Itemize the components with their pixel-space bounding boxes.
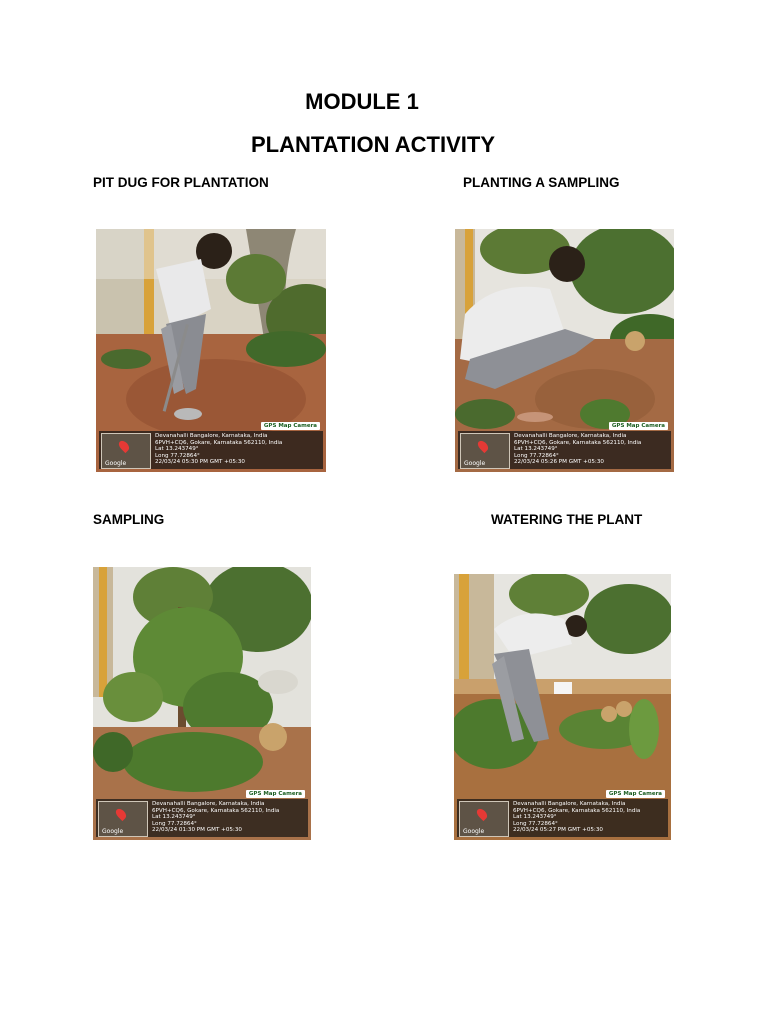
gps-map-camera-badge: GPS Map Camera bbox=[261, 422, 320, 430]
gps-stamp bbox=[458, 423, 671, 469]
photo-watering bbox=[454, 574, 671, 840]
location-thumbnail bbox=[460, 433, 510, 469]
stamp-location: Devanahalli Bangalore, Karnataka, India bbox=[155, 433, 268, 439]
stamp-location: Devanahalli Bangalore, Karnataka, India bbox=[152, 801, 265, 807]
google-label: Google bbox=[105, 460, 127, 467]
stamp-address: 6PVH+CQ6, Gokare, Karnataka 562110, India bbox=[155, 439, 283, 446]
google-label: Google bbox=[102, 828, 124, 835]
photo-planting bbox=[455, 229, 674, 472]
stamp-longitude: Long 77.72864° bbox=[155, 452, 200, 459]
stamp-address: 6PVH+CQ6, Gokare, Karnataka 562110, India bbox=[513, 807, 641, 814]
map-pin-icon bbox=[117, 439, 131, 453]
stamp-datetime: 22/03/24 05:30 PM GMT +05:30 bbox=[155, 459, 245, 466]
photo-pit-dug bbox=[96, 229, 326, 472]
stamp-address: 6PVH+CQ6, Gokare, Karnataka 562110, India bbox=[514, 439, 642, 446]
gps-map-camera-badge: GPS Map Camera bbox=[609, 422, 668, 430]
location-thumbnail bbox=[101, 433, 151, 469]
activity-title: PLANTATION ACTIVITY bbox=[250, 132, 496, 157]
photo-sampling bbox=[93, 567, 311, 840]
gps-map-camera-badge: GPS Map Camera bbox=[246, 790, 305, 798]
stamp-datetime: 22/03/24 05:27 PM GMT +05:30 bbox=[513, 827, 603, 834]
map-pin-icon bbox=[476, 439, 490, 453]
map-pin-icon bbox=[475, 807, 489, 821]
stamp-datetime: 22/03/24 01:30 PM GMT +05:30 bbox=[152, 827, 242, 834]
location-thumbnail bbox=[98, 801, 148, 837]
gps-stamp bbox=[96, 791, 308, 837]
caption-sampling: SAMPLING bbox=[93, 512, 165, 527]
google-label: Google bbox=[464, 460, 486, 467]
location-thumbnail bbox=[459, 801, 509, 837]
caption-planting: PLANTING A SAMPLING bbox=[463, 175, 620, 190]
stamp-longitude: Long 77.72864° bbox=[513, 820, 558, 827]
stamp-latitude: Lat 13.243749° bbox=[152, 814, 196, 821]
stamp-latitude: Lat 13.243749° bbox=[513, 814, 557, 821]
stamp-latitude: Lat 13.243749° bbox=[514, 446, 558, 453]
module-title: MODULE 1 bbox=[305, 89, 419, 114]
stamp-longitude: Long 77.72864° bbox=[152, 820, 197, 827]
stamp-latitude: Lat 13.243749° bbox=[155, 446, 199, 453]
caption-watering: WATERING THE PLANT bbox=[491, 512, 643, 527]
gps-stamp bbox=[457, 791, 668, 837]
map-pin-icon bbox=[114, 807, 128, 821]
gps-map-camera-badge: GPS Map Camera bbox=[606, 790, 665, 798]
stamp-longitude: Long 77.72864° bbox=[514, 452, 559, 459]
stamp-location: Devanahalli Bangalore, Karnataka, India bbox=[513, 801, 626, 807]
stamp-datetime: 22/03/24 05:26 PM GMT +05:30 bbox=[514, 459, 604, 466]
caption-pit-dug: PIT DUG FOR PLANTATION bbox=[93, 175, 269, 190]
gps-stamp bbox=[99, 423, 323, 469]
google-label: Google bbox=[463, 828, 485, 835]
stamp-address: 6PVH+CQ6, Gokare, Karnataka 562110, India bbox=[152, 807, 280, 814]
stamp-location: Devanahalli Bangalore, Karnataka, India bbox=[514, 433, 627, 439]
